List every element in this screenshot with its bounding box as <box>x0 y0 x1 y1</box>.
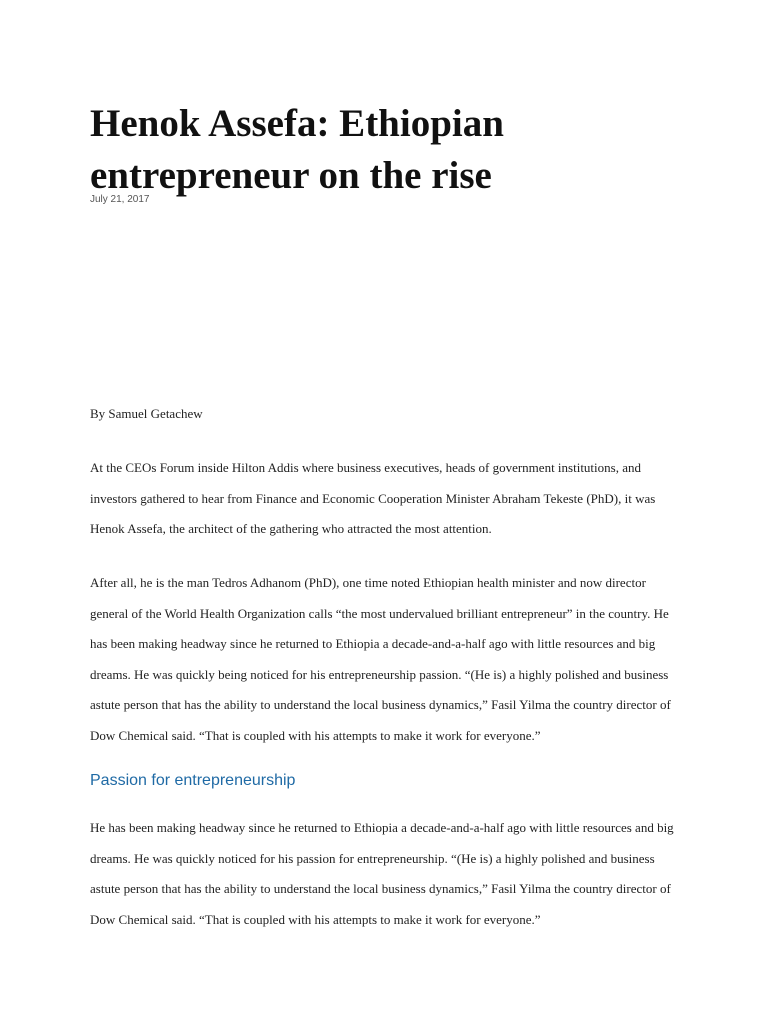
section-heading: Passion for entrepreneurship <box>90 772 296 789</box>
byline: By Samuel Getachew <box>90 406 203 421</box>
paragraph-passion: He has been making headway since he returned to Ethiopia a decade-and-a-half ago with little resources and big dreams. He was quickly noticed for his passion for entrepreneurship. “(He is) a highly polished and business astute person that has the ability to understand the local business dynamics,” Fasil Yilma the country director of Dow Chemical said. “That is coupled with his attempts to make it work for everyone.” <box>90 820 674 927</box>
paragraph-intro: At the CEOs Forum inside Hilton Addis where business executives, heads of government institutions, and investors gathered to hear from Finance and Economic Cooperation Minister Abraham Tekeste (PhD), it was Henok Assefa, the architect of the gathering who attracted the most attention. <box>90 460 656 536</box>
paragraph-background: After all, he is the man Tedros Adhanom (PhD), one time noted Ethiopian health minister and now director general of the World Health Organization calls “the most undervalued brilliant entrepreneur” in the country. He has been making headway since he returned to Ethiopia a decade-and-a-half ago with little resources and big dreams. He was quickly being noticed for his entrepreneurship passion. “(He is) a highly polished and business astute person that has the ability to understand the local business dynamics,” Fasil Yilma the country director of Dow Chemical said. “That is coupled with his attempts to make it work for everyone.” <box>90 575 671 743</box>
article-title: Henok Assefa: Ethiopian entrepreneur on the rise <box>90 102 504 197</box>
publish-date: July 21, 2017 <box>90 194 150 205</box>
